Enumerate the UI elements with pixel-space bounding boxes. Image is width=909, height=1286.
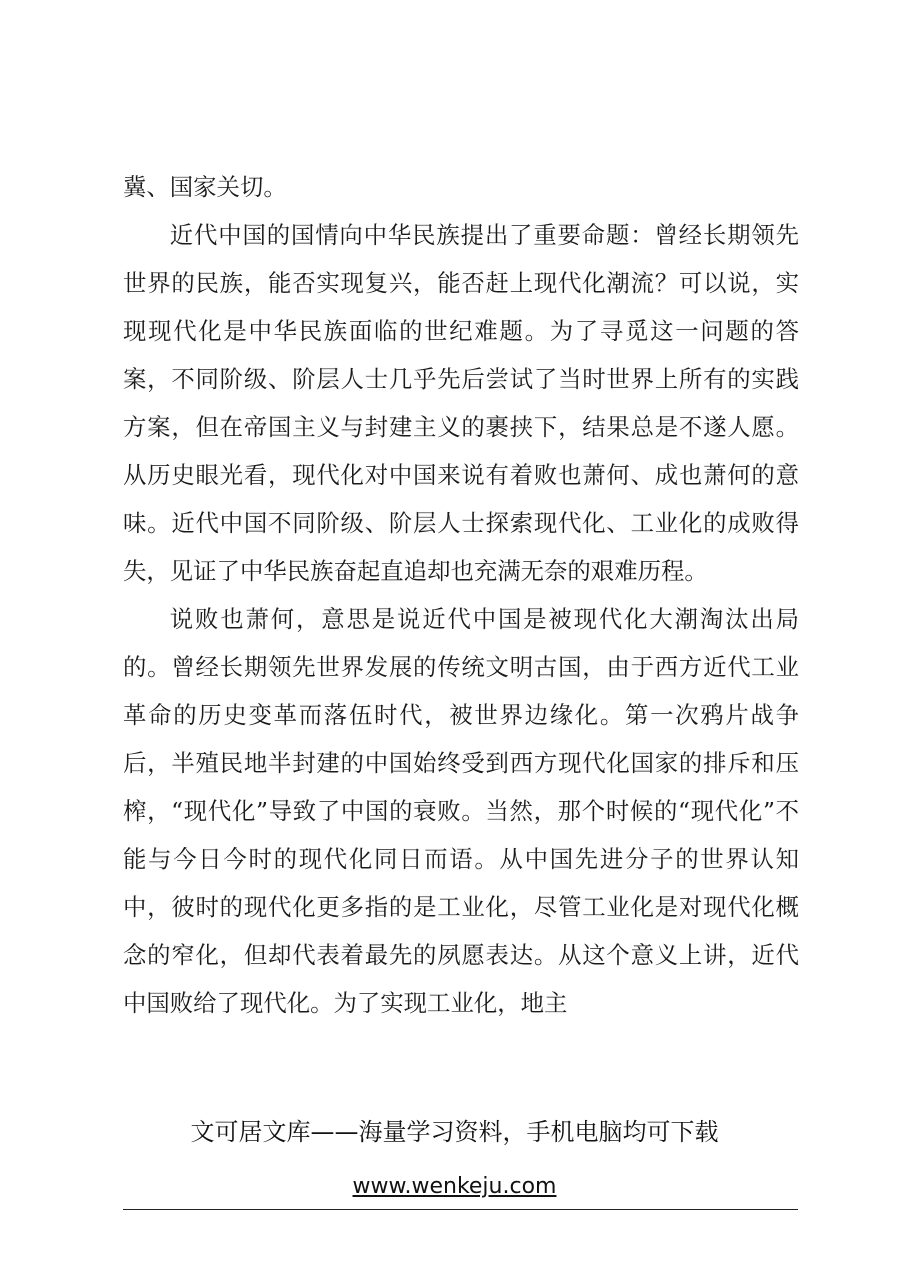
paragraph-defeat: 说败也萧何，意思是说近代中国是被现代化大潮淘汰出局的。曾经长期领先世界发展的传统文明古国，由于西方近代工业革命的历史变革而落伍时代，被世界边缘化。第一次鸦片战争后，半殖民地半封建的中国始终受到西方现代化国家的排斥和压榨，“现代化”导致了中国的衰败。当然，那个时候的“现代化”不能与今日今时的现代化同日而语。从中国先进分子的世界认知中，彼时的现代化更多指的是工业化，尽管工业化是对现代化概念的窄化，但却代表着最先的夙愿表达。从这个意义上讲，近代中国败给了现代化。为了实现工业化，地主 [123,605,799,1017]
paragraph-modernization-question: 近代中国的国情向中华民族提出了重要命题：曾经长期领先世界的民族，能否实现复兴，能否赶上现代化潮流？可以说，实现现代化是中华民族面临的世纪难题。为了寻觅这一问题的答案，不同阶级、阶层人士几乎先后尝试了当时世界上所有的实践方案，但在帝国主义与封建主义的裹挟下，结果总是不遂人愿。从历史眼光看，现代化对中国来说有着败也萧何、成也萧何的意味。近代中国不同阶级、阶层人士探索现代化、工业化的成败得失，见证了中华民族奋起直追却也充满无奈的艰难历程。 [123,221,799,585]
footer-title: 文可居文库——海量学习资料，手机电脑均可下载 [190,1118,719,1146]
paragraph-continuation: 冀、国家关切。 [123,173,287,201]
body-text [123,163,799,1027]
footer-divider [123,1209,798,1210]
footer-url-link[interactable]: www.wenkeju.com [352,1174,557,1199]
footer-url [0,1170,909,1204]
